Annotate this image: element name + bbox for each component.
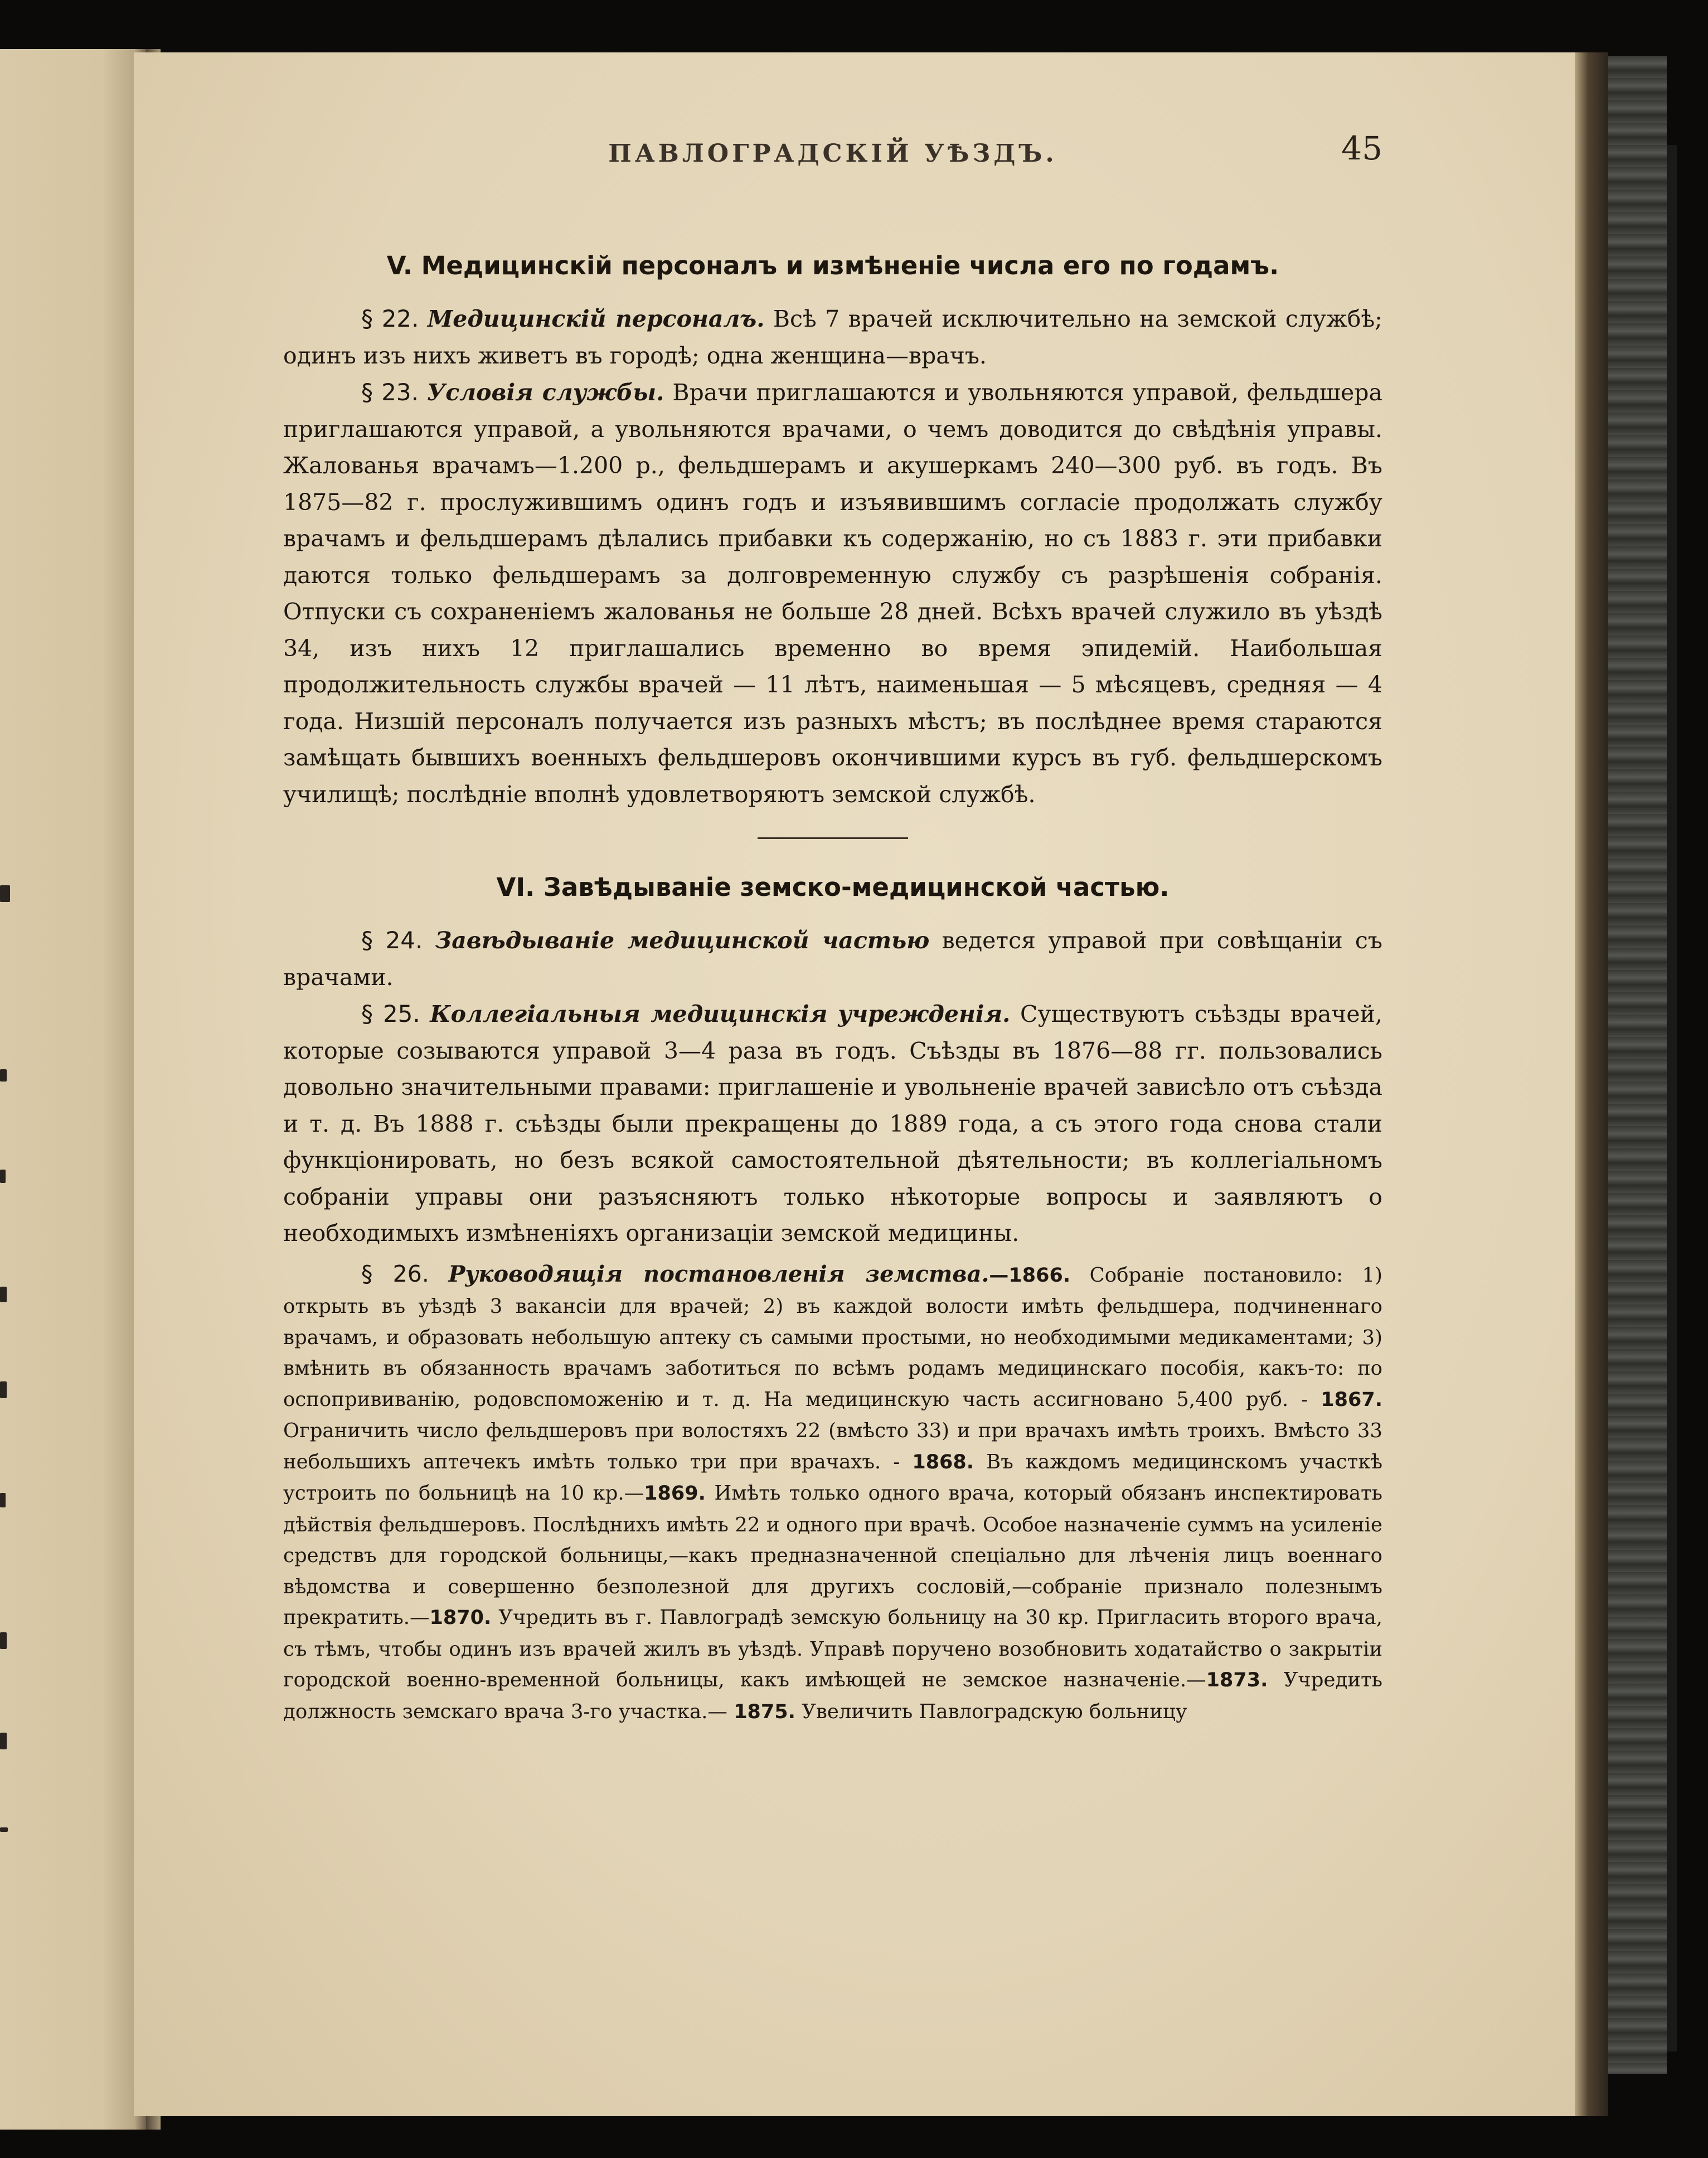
page-header [283,129,1382,180]
paragraph-text: Всѣ 7 врачей исключительно на земской службѣ; одинъ изъ нихъ живетъ въ городѣ; одна женщина—врачъ. [283,305,1382,369]
paragraph-22 [283,300,1382,374]
text-1866: Собраніе постановило: 1) открыть въ уѣздѣ 3 вакансіи для врачей; 2) въ каждой волости имѣть фельдшера, подчиненнаго врачамъ, и образовать небольшую аптеку съ самыми простыми, но необходимыми медикаментами; 3) вмѣнить въ обязанность врачамъ заботиться по всѣмъ родамъ медицинскаго пособія, какъ-то: по оспопрививанію, родовспоможенію и т. д. На медицинскую часть ассигновано 5,400 руб. - [283,1263,1382,1411]
section-divider [758,837,908,839]
section-5-title: V. Медицинскій персоналъ и измѣненіе числа его по годамъ. [386,251,1279,280]
book-binding [1608,56,1667,2074]
paragraph-number: § 25. [361,1000,420,1027]
paragraph-heading: Условія службы. [426,379,664,406]
paragraph-23 [283,374,1382,813]
paragraph-number: § 22. [361,305,419,332]
text-1875: Увеличить Павлоградскую больницу [802,1700,1187,1723]
previous-page-edge [0,49,146,2130]
paragraph-text: ведется управой при совѣщаніи съ врачами. [283,927,1382,991]
text-1873: Учредить должность земскаго врача 3-го участка.— [283,1669,1382,1723]
year-1866: —1866. [989,1264,1071,1287]
paragraph-heading: Завѣдываніе медицинской частью [435,927,930,954]
paragraph-heading: Коллегіальныя медицинскія учрежденія. [430,1001,1011,1027]
year-1875: 1875. [734,1700,795,1723]
text-1870: Учредить въ г. Павлоградѣ земскую больницу на 30 кр. Пригласить второго врача, съ тѣмъ, чтобы одинъ изъ врачей жилъ въ уѣздѣ. Управѣ поручено возобновить ходатайство о закрытіи городской военно-временной больницы, какъ имѣющей не земское назначеніе.— [283,1606,1382,1691]
page-number: 45 [1341,129,1382,167]
text-1867: Ограничить число фельдшеровъ при волостяхъ 22 (вмѣсто 33) и при врачахъ имѣть троихъ. Вмѣсто 33 небольшихъ аптечекъ имѣть только три при врачахъ. - [283,1419,1382,1473]
year-1867: 1867. [1321,1388,1382,1411]
paragraph-text: Врачи приглашаются и увольняются управой, фельдшера приглашаются управой, а увольняются врачами, о чемъ доводится до свѣдѣнія управы. Жалованья врачамъ—1.200 р., фельдшерамъ и акушеркамъ 240—300 руб. въ годъ. Въ 1875—82 г. прослужившимъ одинъ годъ и изъявившимъ согласіе продолжать службу врачамъ и фельдшерамъ дѣлались прибавки къ содержанію, но съ 1883 г. эти прибавки даются только фельдшерамъ за долговременную службу съ разрѣшенія собранія. Отпуски съ сохраненіемъ жалованья не больше 28 дней. Всѣхъ врачей служило въ уѣздѣ 34, изъ нихъ 12 приглашались временно во время эпидемій. Наибольшая продолжительность службы врачей — 11 лѣтъ, наименьшая — 5 мѣсяцевъ, средняя — 4 года. Низшій персоналъ получается изъ разныхъ мѣстъ; въ послѣднее время стараются замѣщать бывшихъ военныхъ фельдшеровъ окончившими курсъ въ губ. фельдшерскомъ училищѣ; послѣдніе вполнѣ удовлетворяютъ земской службѣ. [283,379,1382,808]
section-6-title: VI. Завѣдываніе земско-медицинской частью. [496,872,1170,902]
year-1869: 1869. [644,1482,706,1505]
paragraph-24 [283,922,1382,996]
text-1868: Въ каждомъ медицинскомъ участкѣ устроить по больницѣ на 10 кр.— [283,1450,1382,1505]
year-1870: 1870. [429,1607,492,1629]
paragraph-25 [283,996,1382,1252]
paragraph-number: § 26. [361,1260,429,1287]
year-1868: 1868. [912,1451,974,1473]
page-content [283,129,1382,1728]
paragraph-number: § 24. [361,927,423,954]
page-edge-shadow [1575,52,1608,2116]
paragraph-26 [283,1259,1382,1728]
binding-edge [1667,145,1677,2052]
paragraph-heading: Руководящія постановленія земства. [448,1260,989,1287]
paragraph-text: Существуютъ съѣзды врачей, которые созываются управой 3—4 раза въ годъ. Съѣзды въ 1876—88 гг. пользовались довольно значительными правами: приглашеніе и увольненіе врачей зависѣло отъ съѣзда и т. д. Въ 1888 г. съѣзды были прекращены до 1889 года, а съ этого года снова стали функціонировать, но безъ всякой самостоятельной дѣятельности; въ коллегіальномъ собраніи управы они разъясняютъ только нѣкоторые вопросы и заявляютъ о необходимыхъ измѣненіяхъ организаціи земской медицины. [283,1001,1382,1247]
text-1869: Имѣть только одного врача, который обязанъ инспектировать дѣйствія фельдшеровъ. Послѣднихъ имѣть 22 и одного при врачѣ. Особое назначеніе суммъ на усиленіе средствъ для городской больницы,—какъ предназначенной спеціально для лѣченія лицъ военнаго вѣдомства и совершенно безполезной для другихъ сословій,—собраніе признало полезнымъ прекратить.— [283,1482,1383,1629]
running-head: ПАВЛОГРАДСКІЙ УѢЗДЪ. [608,139,1057,168]
paragraph-number: § 23. [361,379,419,406]
year-1873: 1873. [1206,1669,1268,1691]
paragraph-heading: Медицинскій персоналъ. [427,305,765,332]
